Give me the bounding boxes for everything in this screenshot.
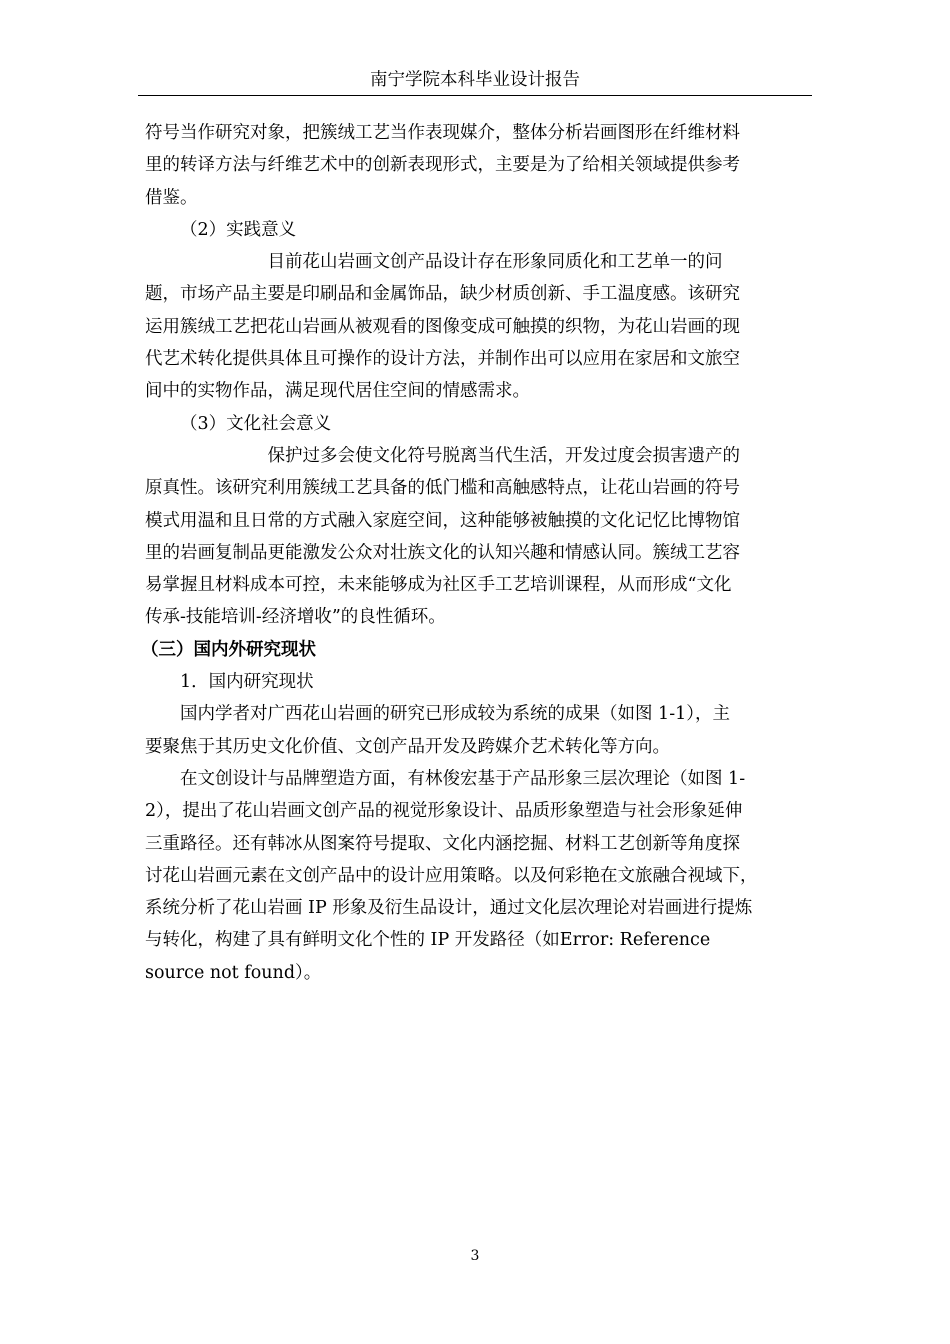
- section-heading-research-status: （三）国内外研究现状: [141, 639, 316, 660]
- header-rule: [138, 95, 812, 96]
- paragraph-theory-continued: [145, 117, 805, 214]
- text-line: source not found）。: [145, 962, 322, 983]
- subheading-domestic-research: 1．国内研究现状: [180, 672, 314, 693]
- text-line: 三重路径。还有韩冰从图案符号提取、文化内涵挖掘、材料工艺创新等角度探: [145, 833, 740, 854]
- text-line: 题，市场产品主要是印刷品和金属饰品，缺少材质创新、手工温度感。该研究: [145, 284, 740, 305]
- text-line: 里的岩画复制品更能激发公众对壮族文化的认知兴趣和情感认同。簇绒工艺容: [145, 542, 740, 563]
- page-number: 3: [470, 1248, 480, 1264]
- paragraph-cultural: [145, 440, 805, 634]
- text-line: 间中的实物作品，满足现代居住空间的情感需求。: [145, 381, 530, 402]
- text-line: 系统分析了花山岩画 IP 形象及衍生品设计，通过文化层次理论对岩画进行提炼: [145, 898, 753, 919]
- text-line: 传承-技能培训-经济增收”的良性循环。: [145, 607, 446, 628]
- paragraph-cultural-creative-design: [145, 763, 805, 989]
- text-line: 模式用温和且日常的方式融入家庭空间，这种能够被触摸的文化记忆比博物馆: [145, 510, 740, 531]
- text-line: 讨花山岩画元素在文创产品中的设计应用策略。以及何彩艳在文旅融合视域下，: [145, 865, 758, 886]
- subheading-cultural-significance: （3）文化社会意义: [180, 413, 332, 434]
- text-line: 目前花山岩画文创产品设计存在形象同质化和工艺单一的问: [145, 252, 723, 273]
- text-line: 在文创设计与品牌塑造方面，有林俊宏基于产品形象三层次理论（如图 1-: [145, 768, 746, 789]
- text-line: 符号当作研究对象，把簇绒工艺当作表现媒介，整体分析岩画图形在纤维材料: [145, 123, 740, 143]
- text-line: 易掌握且材料成本可控，未来能够成为社区手工艺培训课程，从而形成“文化: [145, 575, 732, 596]
- text-line: 借鉴。: [145, 187, 198, 208]
- document-body: [141, 117, 805, 989]
- text-line: 保护过多会使文化符号脱离当代生活，开发过度会损害遗产的: [145, 445, 740, 466]
- paragraph-practical: [145, 246, 805, 407]
- text-line: 代艺术转化提供具体且可操作的设计方法，并制作出可以应用在家居和文旅空: [145, 349, 740, 370]
- page-header-title: 南宁学院本科毕业设计报告: [370, 70, 580, 90]
- text-line: 原真性。该研究利用簇绒工艺具备的低门槛和高触感特点，让花山岩画的符号: [145, 478, 740, 499]
- text-line: 国内学者对广西花山岩画的研究已形成较为系统的成果（如图 1-1），主: [145, 704, 730, 725]
- text-line: 要聚焦于其历史文化价值、文创产品开发及跨媒介艺术转化等方向。: [145, 736, 670, 757]
- text-line: 里的转译方法与纤维艺术中的创新表现形式，主要是为了给相关领域提供参考: [145, 155, 740, 176]
- subheading-practical-significance: （2）实践意义: [180, 219, 297, 240]
- text-line: 2），提出了花山岩画文创产品的视觉形象设计、品质形象塑造与社会形象延伸: [145, 801, 743, 822]
- text-line: 运用簇绒工艺把花山岩画从被观看的图像变成可触摸的织物，为花山岩画的现: [145, 316, 740, 337]
- text-line: 与转化，构建了具有鲜明文化个性的 IP 开发路径（如Error: Reference: [145, 930, 711, 951]
- paragraph-domestic-overview: [145, 698, 805, 763]
